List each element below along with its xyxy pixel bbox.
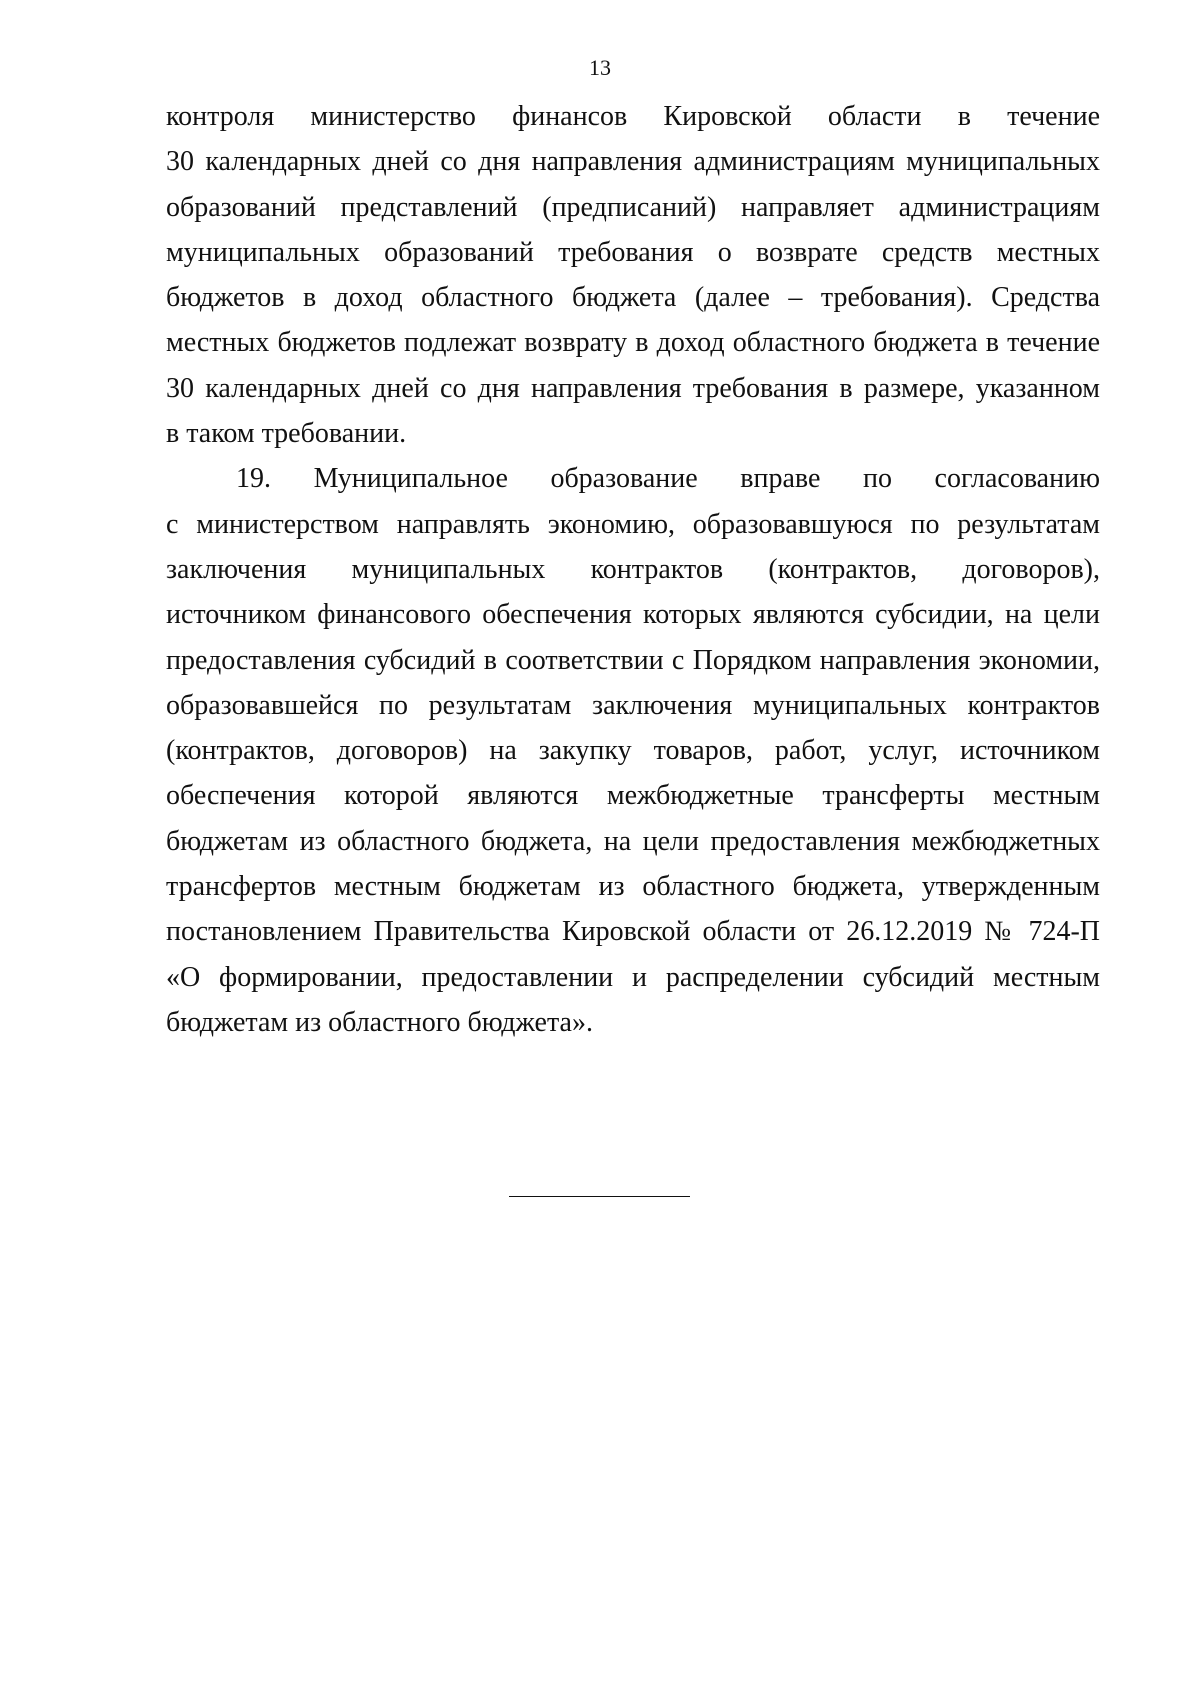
text-line: источником финансового обеспечения которых являются субсидии, на цели — [166, 599, 1100, 631]
text-line: постановлением Правительства Кировской области от 26.12.2019 № 724-П — [166, 916, 1100, 948]
text-line: муниципальных образований требования о возврате средств местных — [166, 236, 1100, 268]
text-line: бюджетам из областного бюджета, на цели предоставления межбюджетных — [166, 825, 1100, 857]
text-line: с министерством направлять экономию, образовавшуюся по результатам — [166, 508, 1100, 540]
text-line: предоставления субсидий в соответствии с Порядком направления экономии, — [166, 644, 1100, 676]
text-line: бюджетам из областного бюджета». — [166, 1006, 593, 1038]
text-line: образовавшейся по результатам заключения муниципальных контрактов — [166, 689, 1100, 721]
document-body — [166, 94, 1100, 1045]
text-line: местных бюджетов подлежат возврату в доход областного бюджета в течение — [166, 327, 1100, 359]
text-line: образований представлений (предписаний) направляет администрациям — [166, 191, 1100, 223]
text-line: (контрактов, договоров) на закупку товаров, работ, услуг, источником — [166, 735, 1100, 767]
text-line: заключения муниципальных контрактов (контрактов, договоров), — [166, 553, 1100, 585]
text-line: 30 календарных дней со дня направления администрациям муниципальных — [166, 146, 1100, 178]
text-line: обеспечения которой являются межбюджетные трансферты местным — [166, 780, 1100, 812]
text-line: «О формировании, предоставлении и распределении субсидий местным — [166, 961, 1100, 993]
end-of-document-rule — [509, 1196, 690, 1197]
text-line: контроля министерство финансов Кировской области в течение — [166, 101, 1100, 132]
text-line: бюджетов в доход областного бюджета (далее – требования). Средства — [166, 282, 1100, 314]
text-line: 30 календарных дней со дня направления требования в размере, указанном — [166, 372, 1100, 404]
paragraph-19 — [166, 456, 1100, 1045]
text-line: трансфертов местным бюджетам из областного бюджета, утвержденным — [166, 871, 1100, 903]
paragraph-18-continuation — [166, 94, 1100, 456]
text-line: в таком требовании. — [166, 418, 407, 450]
page-number: 13 — [589, 55, 611, 80]
text-line: 19. Муниципальное образование вправе по согласованию — [236, 463, 1100, 495]
